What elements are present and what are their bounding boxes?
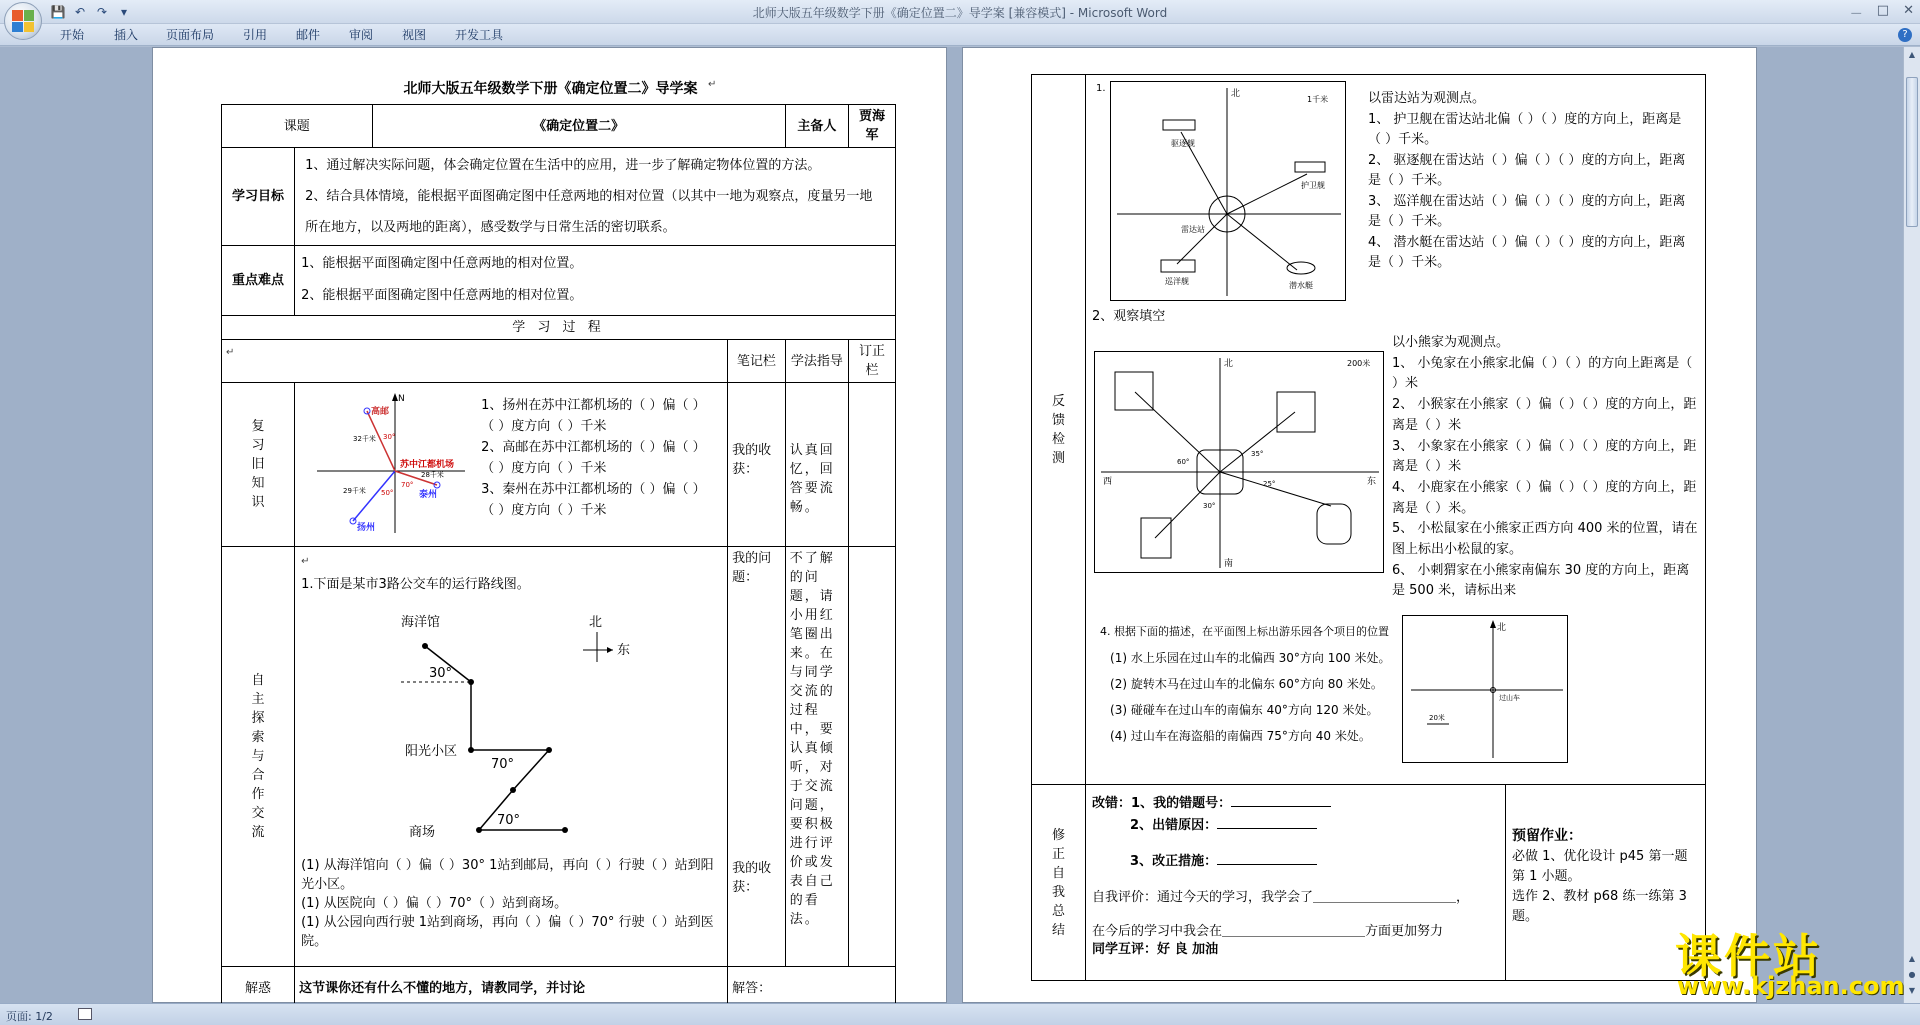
peer-eval: 同学互评：好 良 加油	[1092, 942, 1219, 957]
revise-text: 3、改正措施：	[1130, 854, 1218, 869]
key-content	[295, 246, 896, 316]
park-item: (3) 碰碰车在过山车的南偏东 40°方向 120 米处。	[1110, 703, 1379, 717]
map-taizhou: 泰州	[419, 490, 438, 500]
bear-question: 5、 小松鼠家在小熊家正西方向 400 米的位置，请在图上标出小松鼠的家。	[1392, 521, 1698, 558]
next-page-icon[interactable]: ▼	[1908, 986, 1916, 995]
scrollbar-thumb[interactable]	[1906, 77, 1918, 227]
explore-question: (1) 从公园向西行驶 1站到商场，再向（ ）偏（ ）70° 行驶（ ）站到医院。	[301, 915, 714, 949]
radar-question: 1、 护卫舰在雷达站北偏（ ）（ ）度的方向上，距离是（ ）千米。	[1368, 111, 1682, 147]
review-question: 1、扬州在苏中江都机场的（ ）偏（ ）（ ）度方向（ ）千米	[481, 398, 706, 434]
radar-sub: 潜水艇	[1289, 281, 1314, 290]
tab-references[interactable]: 引用	[243, 28, 268, 42]
explore-note-question: 我的问题：	[732, 551, 772, 585]
key-item: 1、能根据平面图确定图中任意两地的相对位置。	[301, 256, 583, 271]
revise-item	[1092, 815, 1499, 837]
browse-object-icon[interactable]: ●	[1908, 970, 1916, 979]
course-label: 课题	[222, 105, 373, 148]
explore-label	[222, 547, 295, 967]
proofing-icon[interactable]	[78, 1008, 92, 1020]
bear-east: 东	[1367, 477, 1377, 487]
status-bar	[0, 1003, 1920, 1025]
bear-question: 3、 小象家在小熊家（ ）偏（ ）（ ）度的方向上，距离是（ ）米	[1392, 438, 1697, 475]
maximize-button[interactable]: □	[1876, 3, 1890, 18]
office-button[interactable]	[4, 2, 42, 40]
map-airport: 苏中江都机场	[400, 460, 455, 470]
scroll-up-icon[interactable]: ▲	[1908, 50, 1916, 59]
tab-insert[interactable]: 插入	[114, 28, 139, 42]
radar-questions	[1368, 89, 1690, 274]
revise-content	[1086, 785, 1506, 981]
review-correct	[849, 383, 896, 547]
radar-scale: 1千米	[1307, 95, 1329, 104]
customize-toolbar-icon[interactable]: ▾	[120, 5, 128, 19]
goal-label: 学习目标	[222, 148, 295, 246]
redo-icon[interactable]: ↷	[96, 5, 108, 19]
map-angle-30: 30°	[383, 433, 396, 441]
park-item: (2) 旋转木马在过山车的北偏东 60°方向 80 米处。	[1110, 677, 1383, 691]
paragraph-mark: ↵	[708, 79, 717, 90]
bear-angle-25: 25°	[1263, 480, 1276, 488]
bus-angle-70b: 70°	[497, 813, 521, 828]
park-center: 过山车	[1499, 694, 1521, 702]
homework-title: 预留作业：	[1512, 828, 1582, 844]
map-gaoyou: 高邮	[371, 407, 390, 417]
key-item: 2、能根据平面图确定图中任意两地的相对位置。	[301, 288, 583, 303]
revise-label-text: 修正自我总结	[1052, 827, 1066, 938]
undo-icon[interactable]: ↶	[74, 5, 86, 19]
feedback-content	[1086, 75, 1706, 785]
radar-question: 4、 潜水艇在雷达站（ ）偏（ ）（ ）度的方向上，距离是（ ）千米。	[1368, 234, 1686, 270]
map-label-28km: 28千米	[421, 471, 445, 479]
goal-content	[295, 148, 896, 246]
explore-content	[295, 547, 728, 967]
explore-label-text: 自主探索与合作交流	[251, 673, 265, 840]
park-scale: 20米	[1429, 714, 1445, 722]
vertical-scrollbar[interactable]	[1903, 47, 1920, 1003]
explore-intro: 1.下面是某市3路公交车的运行路线图。	[301, 577, 530, 592]
doubt-label: 解惑	[222, 967, 295, 1011]
explore-questions	[301, 856, 721, 951]
paragraph-mark: ↵	[301, 556, 310, 567]
revise-item	[1092, 793, 1499, 815]
bear-question: 4、 小鹿家在小熊家（ ）偏（ ）（ ）度的方向上，距离是（ ）米。	[1392, 479, 1697, 516]
park-block	[1100, 619, 1392, 749]
bear-south: 南	[1224, 559, 1234, 569]
bear-question: 2、 小猴家在小熊家（ ）偏（ ）（ ）度的方向上，距离是（ ）米	[1392, 397, 1697, 433]
page-counter[interactable]: 页面: 1/2	[6, 1010, 53, 1023]
revise-label	[1032, 785, 1086, 981]
park-title: 4. 根据下面的描述，在平面图上标出游乐园各个项目的位置	[1100, 625, 1390, 638]
observe-title: 2、观察填空	[1092, 309, 1166, 324]
col-method: 学法指导	[785, 340, 848, 383]
window-controls	[1850, 3, 1914, 22]
bear-angle-60: 60°	[1177, 458, 1190, 466]
bus-east: 东	[617, 643, 631, 658]
bus-north: 北	[589, 615, 603, 630]
bear-question: 1、 小兔家在小熊家北偏（ ）（ ）的方向上距离是（ ）米	[1392, 355, 1693, 392]
revise-blank[interactable]	[1217, 864, 1317, 865]
review-label-text: 复习旧知识	[251, 419, 265, 510]
document-page-2[interactable]	[962, 47, 1757, 1003]
review-question: 2、高邮在苏中江都机场的（ ）偏（ ）（ ）度方向（ ）千米	[481, 440, 706, 476]
explore-notes	[728, 547, 786, 967]
map-label-32km: 32千米	[353, 435, 377, 443]
radar-frigate: 护卫舰	[1301, 181, 1326, 190]
lesson-table-1	[221, 104, 896, 1011]
park-item: (4) 过山车在海盗船的南偏西 75°方向 40 米处。	[1110, 729, 1371, 743]
bus-mall: 商场	[409, 825, 436, 840]
document-page-1[interactable]	[152, 47, 947, 1003]
radar-question: 3、 巡洋舰在雷达站（ ）偏（ ）（ ）度的方向上，距离是（ ）千米。	[1368, 193, 1686, 229]
bear-map	[1094, 351, 1384, 573]
explore-note-gain: 我的收获：	[732, 861, 772, 895]
bear-questions	[1392, 333, 1698, 602]
feedback-label	[1032, 75, 1086, 785]
bus-angle-30: 30°	[429, 666, 453, 681]
radar-destroyer: 驱逐舰	[1171, 139, 1196, 148]
preparer-value: 贾海军	[849, 105, 896, 148]
park-map	[1402, 615, 1568, 763]
map-angle-50: 50°	[381, 489, 394, 497]
homework-item: 选作 2、教材 p68 练一练第 3 题。	[1512, 889, 1687, 924]
col-correct: 订正栏	[849, 340, 896, 383]
office-logo-icon	[12, 10, 34, 32]
doubt-answer: 解答：	[728, 967, 896, 1011]
explore-question: (1) 从海洋馆向（ ）偏（ ）30° 1站到邮局，再向（ ）行驶（ ）站到阳光小区。	[301, 858, 714, 892]
radar-cruiser: 巡洋舰	[1165, 277, 1190, 286]
close-button[interactable]: ✕	[1903, 3, 1914, 18]
review-map	[295, 383, 467, 543]
revise-text: 改错：1、我的错题号：	[1092, 796, 1232, 811]
process-blank	[222, 340, 728, 383]
goal-item: 2、结合具体情境，能根据平面图确定图中任意两地的相对位置（以其中一地为观察点，度量另一地所在地方，以及两地的距离），感受数学与日常生活的密切联系。	[305, 189, 873, 235]
course-value: 《确定位置二》	[372, 105, 785, 148]
help-icon[interactable]: ?	[1898, 28, 1912, 42]
radar-station: 雷达站	[1181, 225, 1206, 234]
key-label: 重点难点	[222, 246, 295, 316]
map-yangzhou: 扬州	[357, 523, 376, 533]
previous-page-icon[interactable]: ▲	[1908, 954, 1916, 963]
bear-question: 6、 小刺猬家在小熊家南偏东 30 度的方向上，距离是 500 米，请标出来	[1392, 562, 1690, 599]
review-label	[222, 383, 295, 547]
bus-sunshine: 阳光小区	[405, 744, 458, 759]
explore-method: 不了解的问题，请小用红笔圈出来。在与同学交流的过程中，要认真倾听，对于交流问题，要积极进行评价或发表自己的看法。	[785, 547, 848, 967]
doubt-text: 这节课你还有什么不懂的地方，请教同学，并讨论	[295, 967, 728, 1011]
map-north: N	[398, 394, 405, 404]
review-questions	[481, 395, 709, 521]
radar-north: 北	[1231, 89, 1241, 99]
goal-item: 1、通过解决实际问题，体会确定位置在生活中的应用，进一步了解确定物体位置的方法。	[305, 158, 821, 173]
revise-item	[1092, 851, 1499, 873]
map-angle-70: 70°	[401, 481, 414, 489]
radar-number: 1.	[1096, 83, 1106, 94]
tab-mailings[interactable]: 邮件	[296, 28, 321, 42]
homework-item: 必做 1、优化设计 p45 第一题第 1 小题。	[1512, 849, 1688, 884]
bear-west: 西	[1103, 477, 1113, 487]
tab-developer[interactable]: 开发工具	[455, 28, 504, 42]
park-item: (1) 水上乐园在过山车的北偏西 30°方向 100 米处。	[1110, 651, 1391, 665]
self-eval: 自我评价：通过今天的学习，我学会了＿＿＿＿＿＿＿＿＿＿＿，	[1092, 890, 1470, 905]
process-heading: 学 习 过 程	[222, 316, 896, 340]
bear-angle-30: 30°	[1203, 502, 1216, 510]
tab-home[interactable]: 开始	[60, 28, 85, 42]
explore-correct	[849, 547, 896, 967]
bear-scale: 200米	[1347, 359, 1371, 368]
revise-blank[interactable]	[1217, 828, 1317, 829]
document-title: 北师大版五年级数学下册《确定位置二》导学案	[403, 81, 698, 97]
feedback-label-text: 反馈检测	[1052, 393, 1066, 466]
bus-angle-70a: 70°	[491, 757, 515, 772]
bear-intro: 以小熊家为观测点。	[1392, 335, 1510, 350]
radar-question: 2、 驱逐舰在雷达站（ ）偏（ ）（ ）度的方向上，距离是（ ）千米。	[1368, 152, 1686, 188]
watermark-logo: 课件站	[1675, 929, 1822, 983]
radar-map	[1110, 81, 1346, 301]
review-method: 认真回忆，回答要流畅。	[785, 383, 848, 547]
tab-page-layout[interactable]: 页面布局	[166, 28, 215, 42]
revise-text: 2、出错原因：	[1130, 818, 1218, 833]
radar-intro: 以雷达站为观测点。	[1368, 91, 1486, 106]
minimize-button[interactable]: －	[1849, 7, 1863, 22]
tab-review[interactable]: 审阅	[349, 28, 374, 42]
col-notes: 笔记栏	[728, 340, 786, 383]
paragraph-mark: ↵	[226, 347, 235, 358]
save-icon[interactable]: 💾	[50, 5, 66, 19]
explore-question: (1) 从医院向（ ）偏（ ）70°（ ）站到商场。	[301, 896, 568, 911]
preparer-label: 主备人	[785, 105, 848, 148]
ribbon-tabs	[0, 24, 1920, 46]
lesson-table-2	[1031, 74, 1706, 981]
review-note: 我的收获：	[728, 383, 786, 547]
tab-view[interactable]: 视图	[402, 28, 427, 42]
map-label-29km: 29千米	[343, 487, 367, 495]
park-north: 北	[1497, 623, 1507, 633]
window-title: 北师大版五年级数学下册《确定位置二》导学案 [兼容模式] - Microsoft Word	[752, 6, 1168, 20]
watermark-url: www.kjzhan.com	[1677, 972, 1905, 1000]
title-bar	[0, 0, 1920, 24]
future-effort: 在今后的学习中我会在＿＿＿＿＿＿＿＿＿＿＿方面更加努力	[1092, 924, 1444, 939]
bear-angle-35: 35°	[1251, 450, 1264, 458]
bus-route-map	[301, 594, 721, 852]
bus-ocean: 海洋馆	[401, 615, 441, 630]
review-content	[295, 383, 728, 547]
revise-blank[interactable]	[1231, 806, 1331, 807]
bear-north: 北	[1224, 359, 1234, 369]
review-question: 3、秦州在苏中江都机场的（ ）偏（ ）（ ）度方向（ ）千米	[481, 482, 706, 518]
